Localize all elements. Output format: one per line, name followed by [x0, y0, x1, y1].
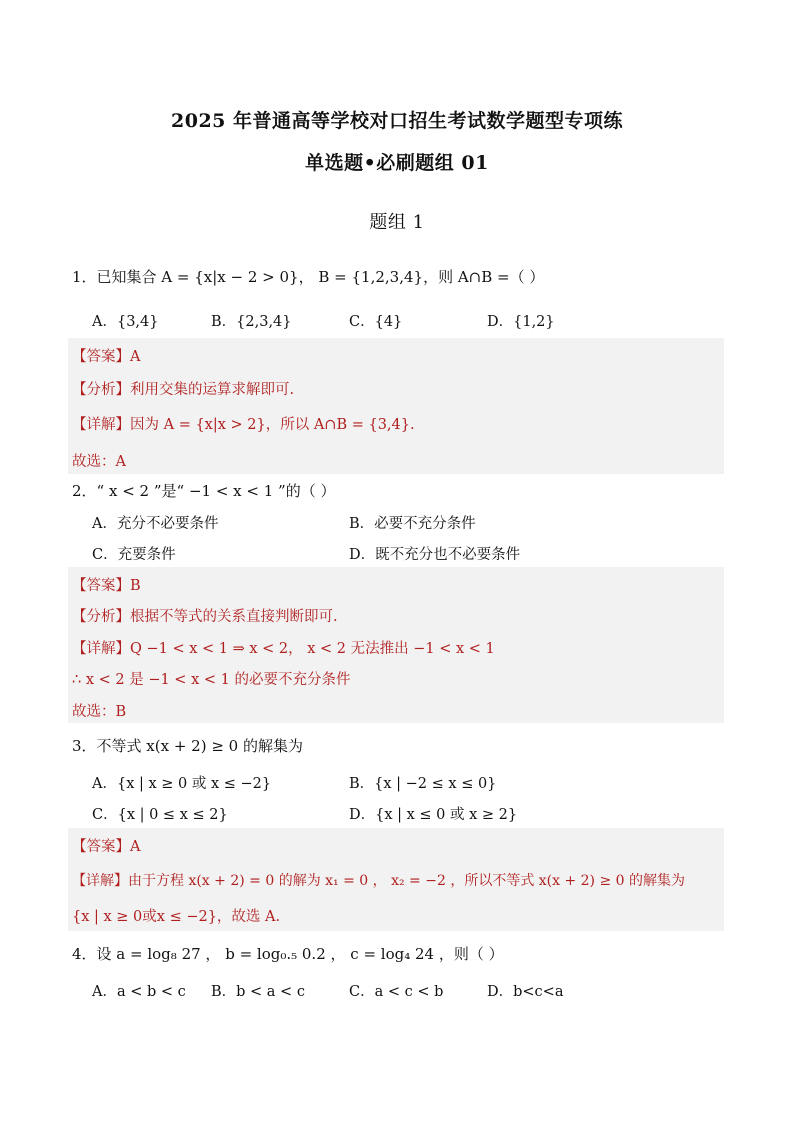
question-3-stem: 3．不等式 x(x + 2) ≥ 0 的解集为 — [72, 737, 303, 755]
question-2-option-b: B．必要不充分条件 — [349, 516, 476, 532]
conclusion-line: 故选：A — [72, 454, 126, 470]
detail-line-2: {x | x ≥ 0或x ≤ −2}，故选 A. — [72, 909, 281, 925]
question-1-option-c: C．{4} — [349, 314, 403, 330]
question-4-option-a: A．a < b < c — [92, 984, 186, 1000]
question-1-option-a: A．{3,4} — [92, 314, 159, 330]
question-3-option-a: A．{x | x ≥ 0 或 x ≤ −2} — [92, 776, 272, 792]
question-2-option-d: D．既不充分也不必要条件 — [349, 547, 521, 563]
question-1-stem: 1．已知集合 A = {x|x − 2 > 0}， B = {1,2,3,4}，则 A∩B =（ ） — [72, 268, 545, 286]
question-2-option-c: C．充要条件 — [92, 547, 176, 563]
page-title: 2025 年普通高等学校对口招生考试数学题型专项练 — [171, 110, 623, 132]
question-2-option-a: A．充分不必要条件 — [92, 516, 219, 532]
question-4-option-c: C．a < c < b — [349, 984, 444, 1000]
question-1-answer-block — [68, 338, 724, 474]
question-3-answer-block — [68, 828, 724, 931]
question-2-stem: 2．“ x < 2 ”是“ −1 < x < 1 ”的（ ） — [72, 482, 336, 500]
question-1-option-d: D．{1,2} — [487, 314, 555, 330]
detail-line: 【详解】Q −1 < x < 1 ⇒ x < 2， x < 2 无法推出 −1 < x < 1 — [72, 641, 495, 657]
group-title: 题组 1 — [369, 212, 425, 233]
question-4-stem: 4．设 a = log₈ 27 ， b = log₀.₅ 0.2 ， c = log₄ 24 ，则（ ） — [72, 945, 504, 963]
detail-line-2: ∴ x < 2 是 −1 < x < 1 的必要不充分条件 — [72, 672, 351, 688]
analysis-line: 【分析】根据不等式的关系直接判断即可. — [72, 609, 338, 625]
question-2-answer-block — [68, 567, 724, 723]
question-3-option-c: C．{x | 0 ≤ x ≤ 2} — [92, 807, 228, 823]
answer-line: 【答案】A — [72, 839, 141, 855]
question-3-option-d: D．{x | x ≤ 0 或 x ≥ 2} — [349, 807, 518, 823]
detail-line: 【详解】因为 A = {x|x > 2}，所以 A∩B = {3,4}. — [72, 417, 415, 433]
question-1-option-b: B．{2,3,4} — [211, 314, 292, 330]
question-3-option-b: B．{x | −2 ≤ x ≤ 0} — [349, 776, 497, 792]
detail-line: 【详解】由于方程 x(x + 2) = 0 的解为 x₁ = 0 ， x₂ = −2 ，所以不等式 x(x + 2) ≥ 0 的解集为 — [72, 873, 686, 889]
conclusion-line: 故选：B — [72, 704, 127, 720]
analysis-line: 【分析】利用交集的运算求解即可. — [72, 382, 295, 398]
answer-line: 【答案】A — [72, 349, 141, 365]
question-4-option-d: D．b<c<a — [487, 984, 564, 1000]
page-subtitle: 单选题•必刷题组 01 — [305, 152, 489, 174]
question-4-option-b: B．b < a < c — [211, 984, 305, 1000]
answer-line: 【答案】B — [72, 578, 141, 594]
